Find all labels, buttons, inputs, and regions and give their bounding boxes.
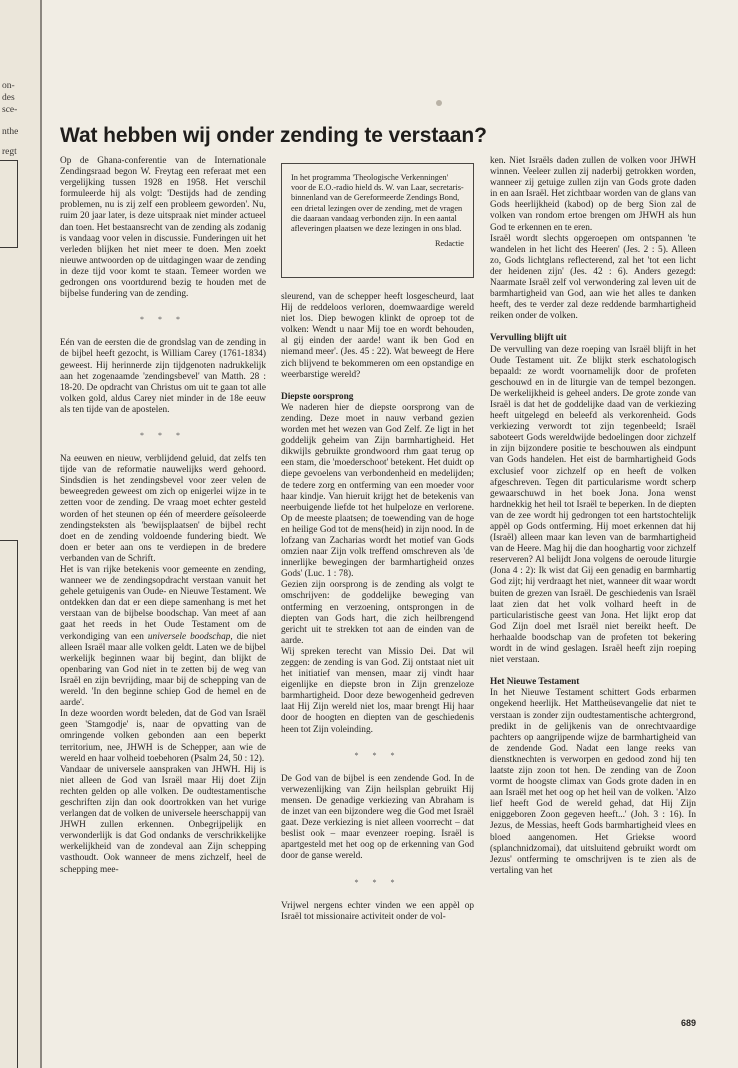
paragraph: Op de Ghana-conferentie van de Internationale Zendingsraad begon W. Freytag een referaat met een vergelijking tussen 1928 en 1958. Het verschil formuleerde hij als volgt: 'Destijds had de zending problemen, nu is zij zelf een probleem geworden'. Nu, ruim 20 jaar later, is deze uitspraak niet minder actueel dan toen. Het bestaansrecht van de zending als zodanig is vandaag voor velen in discussie. Funderingen uit het verleden blijken het niet meer te doen. Men zoekt nieuwe antwoorden op de uitdagingen waar de zending in deze tijd voor komt te staan. Temeer worden we gedrongen ons voortdurend bezig te houden met de bijbelse fundering van de zending. (60, 156, 266, 300)
page-number: 689 (681, 1018, 697, 1028)
paragraph: We naderen hier de diepste oorsprong van de zending. Deze moet in nauw verband gezien worden met het wezen van God Zelf. Ze ligt in het goddelijk geheim van Zijn barmhartigheid. Het dikwijls gebruikte grondwoord rhm gaat terug op een stam, die 'moederschoot' betekent. Het duidt op diepe gevoelens van verbondenheid en medelijden; de tedere zorg en ontferming van een moeder voor haar kindje. Van hieruit krijgt het de betekenis van neerbuigende liefde tot het hulpeloze en verlorene. Op de meeste plaatsen; de toewending van de hoge en heilige God tot de mens(heid) in zijn nood. In de lofzang van Zacharias wordt het motief van Gods omzien naar Zijn volk treffend omschreven als 'de innerlijke bewegingen der barmhartigheid onzes Gods' (Luc. 1 : 78). (281, 402, 474, 580)
paragraph: ken. Niet Israëls daden zullen de volken voor JHWH winnen. Veeleer zullen zij naderbij getrokken worden, wanneer zij getuige zullen zijn van Gods grote daden in en aan Israël. Het zichtbaar worden van de glans van Gods heerlijkheid (kabod) op de berg Sion zal de volken van rondom ertoe brengen om JHWH als hun God te erkennen en te eren. (490, 156, 696, 233)
section-separator: * * * (354, 750, 401, 760)
gutter-fragment: on- (2, 81, 15, 91)
paragraph (60, 565, 266, 709)
paragraph: In deze woorden wordt beleden, dat de God van Israël geen 'Stamgodje' is, naar de opvatting van de omringende volken gebonden aan een beperkt territorium, nee, JHWH is de Schepper, aan wie de wereld en haar volheid toebehoren (Psalm 24, 50 : 12). (60, 709, 266, 764)
section-heading: Vervulling blijft uit (490, 333, 567, 344)
column-1 (60, 156, 266, 1016)
intro-box-text: In het programma 'Theologische Verkenningen' voor de E.O.-radio hield ds. W. van Laar, secretaris-binnenland van de Gereformeerde Zendings Bond, een drietal lezingen over de zending, met de vragen die daaraan vandaag verbonden zijn. In een aantal afleveringen plaatsen we deze lezingen in ons blad. (291, 173, 464, 234)
section-separator: * * * (140, 430, 186, 440)
intro-box-credit: Redactie (434, 239, 464, 249)
paragraph: Vrijwel nergens echter vinden we een appèl op Israël tot missionaire activiteit onder de vol- (281, 900, 474, 922)
section-heading: Het Nieuwe Testament (490, 677, 580, 688)
article-title: Wat hebben wij onder zending te verstaan? (60, 124, 487, 147)
section-heading: Diepste oorsprong (281, 391, 354, 402)
text-run: Het is van rijke betekenis voor gemeente en zending, wanneer we de zendingsopdracht verstaan vanuit het gehele getuigenis van Oude- en Nieuwe Testament. We ontdekken dan dat er een diepe samenhang is met het verstaan van de bijbelse boodschap. Van meet af aan gaat het reeds in het Oude Testament om de verkondiging van een (60, 565, 266, 642)
paragraph: De vervulling van deze roeping van Israël blijft in het Oude Testament uit. Ze blijkt sterk eschatologisch bepaald: ze wordt voornamelijk door de profeten geschouwd en in de liturgie van de tempel bezongen. De werkelijkheid is geheel anders. De grote zonde van Israël is dat het de goddelijke daad van de verkiezing heeft uitgelegd en beleefd als verkorenheid. Gods verkiezing verwordt tot zijn tegenbeeld; Israël saboteert Gods wereldwijde bedoelingen door zichzelf in zijn bijzondere positie te beschouwen als eindpunt van Gods handelen. Het eist de barmhartigheid Gods exclusief voor zichzelf op en heeft de volken afgeschreven. Tegen dit particularisme wordt scherp gewaarschuwd in het boek Jona. Jona wenst hardnekkig het heil tot Israël te beperken. In de diepten van de zee wordt hij gedrongen tot een hartstochtelijk appèl op Gods ontferming. Hij moet erkennen dat hij (Israël) alleen maar kan leven van de barmhartigheid van de Heere. Mag hij die dan hooghartig voor zichzelf reserveren? Al belijdt Jona volgens de oeroude liturgie (Jona 4 : 2): Ik wist dat Gij een genadig en barmhartig God zijt; hij verdraagt het niet, wanneer dit waar wordt buiten de grezen van Israël. De geschiedenis van Israël laat zien dat het volk volhard heeft in de particularistische geest van Jona. Het lijkt erop dat God Zijn doel met Israël niet bereikt heeft. De herhaalde boodschap van de profeten tot bekering wordt in de wind geslagen. Israël heeft zijn roeping niet verstaan. (490, 344, 696, 666)
section-separator: * * * (140, 315, 186, 325)
paragraph: Eén van de eersten die de grondslag van de zending in de bijbel heeft gezocht, is William Carey (1761-1834) geweest. Hij herinnerde zijn tijdgenoten nadrukkelijk aan het zogenaamde 'zendingsbevel' van Matth. 28 : 18-20. De opdracht van Christus om uit te gaan tot alle volken gold, aldus Carey niet minder in de 18e eeuw als ten tijde van de apostelen. (60, 338, 266, 415)
paragraph: Israël wordt slechts opgeroepen om ontspannen 'te wandelen in het licht des Heeren' (Jes. 2 : 5). Alleen zo, Gods lichtglans reflecterend, zal het 'tot een licht der heidenen zijn' (Jes. 42 : 6). Anders gezegd: Naarmate Israël zelf vol verwondering zal leven uit de barmhartigheid van God, aan wie het alles te danken heeft, des te verder zal deze reddende barmhartigheid reiken onder de volken. (490, 233, 696, 322)
gutter-fragment: regt (2, 147, 17, 157)
paragraph: In het Nieuwe Testament schittert Gods erbarmen ongekend heerlijk. Het Mattheüsevangelie dat niet te verstaan is zonder zijn oudtestamentische achtergrond, predikt in de gelijkenis van de onrechtvaardige pachters op aangrijpende wijze de barmhartigheid van de zendende God. Nadat een lange reeks van dienstknechten is verworpen en gedood zond hij ten laatste zijn zoon tot hen. De zending van de Zoon vormt de hoogste climax van Gods grote daden in en aan Israël met het oog op het heil van de volken. 'Alzo lief heeft God de wereld gehad, dat Hij Zijn eniggeboren Zoon gegeven heeft...' (Joh. 3 : 16). In Jezus, de Messias, heeft Gods barmhartigheid vlees en bloed aangenomen. Het Griekse woord (splanchnidzomai), dat uitsluitend gebruikt wordt om Jezus' ontferming te omschrijven is te zien als de vertaling van het (490, 688, 696, 876)
section-separator: * * * (354, 877, 401, 887)
gutter-box (0, 540, 18, 1068)
gutter-fragment: nthe (2, 127, 19, 137)
paragraph: Vandaar de universele aanspraken van JHWH. Hij is niet alleen de God van Israël maar Hij doet Zijn rechten gelden op alle volken. De oudtestamentische geschriften zijn dan ook doortrokken van het vurige verlangen dat de volken de universele heerschappij van JHWH zullen erkennen. Onbegrijpelijk en verwonderlijk is dat God ondanks de verschrikkelijke werkelijkheid van de zondeval aan Zijn schepping vasthoudt. Ook wanneer de mens zichzelf, heel de schepping mee- (60, 764, 266, 875)
column-3 (490, 156, 696, 1016)
paper-speck (436, 100, 442, 106)
column-2 (281, 292, 474, 1016)
intro-box (281, 163, 474, 278)
gutter-fragment: des (2, 93, 15, 103)
gutter-divider (40, 0, 42, 1068)
text-run: die niet alleen Israël maar alle volken geldt. Laten we de bijbel werkelijk beginnen waar bij begint, dan blijkt de openbaring van God niet in te zetten bij de weg van Israël en zijn bevrijding, maar bij de schepping van de wereld. 'In den beginne schiep God de hemel en de aarde'. (60, 631, 266, 709)
paragraph: sleurend, van de schepper heeft losgescheurd, laat Hij de reddeloos verloren, doemwaardige wereld niet los. Diep bewogen klinkt de oproep tot de volken: Wendt u naar Mij toe en wordt behouden, al gij einden der aarde! want ik ben God en niemand meer'. (Jes. 45 : 22). Wat beweegt de Here zich blijvend te bekommeren om een opstandige en weerbarstige wereld? (281, 292, 474, 380)
paragraph: De God van de bijbel is een zendende God. In de verwezenlijking van Zijn heilsplan gebruikt Hij mensen. De genadige verkiezing van Abraham is de inzet van een bijzondere weg die God met Israël gaat. Deze verkiezing is niet alleen voorrecht – dat beslist ook – maar evenzeer roeping. Israël is apartgesteld met het oog op de erkenning van God door de ganse wereld. (281, 773, 474, 862)
paragraph: Wij spreken terecht van Missio Dei. Dat wil zeggen: de zending is van God. Zij ontstaat niet uit het initiatief van mensen, maar zij vindt haar eigenlijke en diepste bron in Zijn grenzeloze barmhartigheid. Door deze bewogenheid gedreven laat Hij Zijn wereld niet los, maar brengt Hij haar door de hoogten en diepten van de geschiedenis heen tot Zijn voleinding. (281, 646, 474, 735)
paragraph: Na eeuwen en nieuw, verblijdend geluid, dat zelfs ten tijde van de reformatie nauwelijks werd gehoord. Sindsdien is het zendingsbevel voor zeer velen de beweegreden geweest om zich op enigerlei wijze in te zetten voor de zending. De vraag moet echter gesteld worden of het steunen op één of meerdere geïsoleerde zendingsteksten als 'bewijsplaatsen' de bijbel recht doet en de zending voldoende fundering biedt. We doen er beter aan ons te verdiepen in de bredere verbanden van de Schrift. (60, 454, 266, 564)
emphasis: universele boodschap, (147, 631, 233, 642)
paragraph: Gezien zijn oorsprong is de zending als volgt te omschrijven: de goddelijke beweging van ontferming en verzoening, ontsprongen in de diepten van Gods hart, die zich heilbrengend gericht uit te strekken tot aan de einden van de aarde. (281, 580, 474, 646)
gutter-fragment: sce- (2, 105, 18, 115)
gutter-box (0, 160, 18, 248)
